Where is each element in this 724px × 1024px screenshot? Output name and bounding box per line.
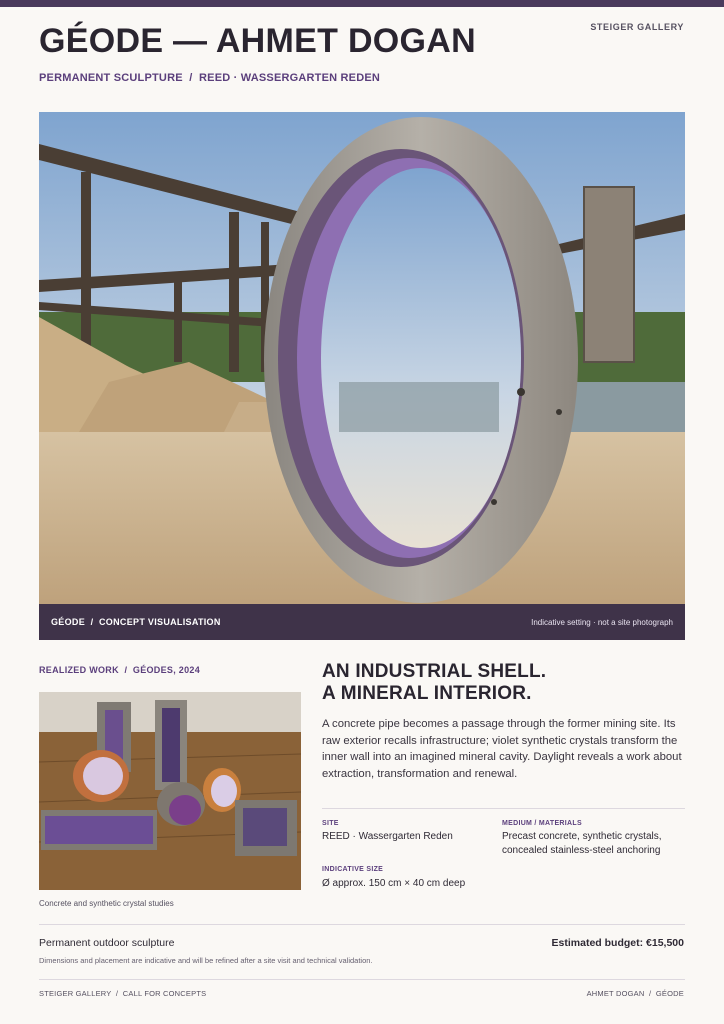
page-subtitle: PERMANENT SCULPTURE / REED · WASSERGARTEN REDEN: [39, 72, 381, 84]
realized-photo-caption: Concrete and synthetic crystal studies: [39, 899, 174, 908]
footer-left: STEIGER GALLERY / CALL FOR CONCEPTS: [39, 989, 207, 998]
hero-caption-title: GÉODE / CONCEPT VISUALISATION: [51, 617, 221, 627]
hero-illustration: [39, 112, 685, 640]
size-label: INDICATIVE SIZE: [322, 866, 384, 873]
site-value: REED · Wassergarten Reden: [322, 831, 453, 842]
hero-caption-disclaimer: Indicative setting · not a site photograph: [531, 617, 673, 627]
headline-line-2: A MINERAL INTERIOR.: [322, 683, 532, 704]
medium-value-line-1: Precast concrete, synthetic crystals,: [502, 831, 662, 842]
site-label: SITE: [322, 820, 339, 827]
page-title: GÉODE — AHMET DOGAN: [39, 22, 477, 60]
realized-work-label: REALIZED WORK / GÉODES, 2024: [39, 665, 201, 675]
estimated-budget: Estimated budget: €15,500: [551, 937, 684, 949]
description-body: A concrete pipe becomes a passage through the former mining site. Its raw exterior recalls infrastructure; violet synthetic crystals transform the inner wall into an imagined mineral cavity. Daylight reveals a work about extraction, transformation and renewal.: [322, 718, 682, 780]
section-headline: [322, 661, 682, 705]
headline-line-1: AN INDUSTRIAL SHELL.: [322, 661, 547, 682]
medium-value-line-2: concealed stainless-steel anchoring: [502, 845, 661, 856]
crystal-studies-illustration: [39, 692, 301, 890]
realized-work-photo: [39, 692, 301, 890]
gallery-name: STEIGER GALLERY: [590, 22, 684, 32]
divider-summary: [39, 924, 685, 925]
medium-label: MEDIUM / MATERIALS: [502, 820, 582, 827]
size-value: Ø approx. 150 cm × 40 cm deep: [322, 878, 466, 889]
divider-details: [322, 808, 685, 809]
hero-caption-bar: [39, 604, 685, 640]
hero-visualisation: [39, 112, 685, 640]
divider-footer: [39, 979, 685, 980]
placement-note: Dimensions and placement are indicative and will be refined after a site visit and technical validation.: [39, 956, 373, 965]
artwork-type: Permanent outdoor sculpture: [39, 937, 175, 949]
footer-right: AHMET DOGAN / GÉODE: [586, 989, 684, 998]
top-accent-bar: [0, 0, 724, 7]
